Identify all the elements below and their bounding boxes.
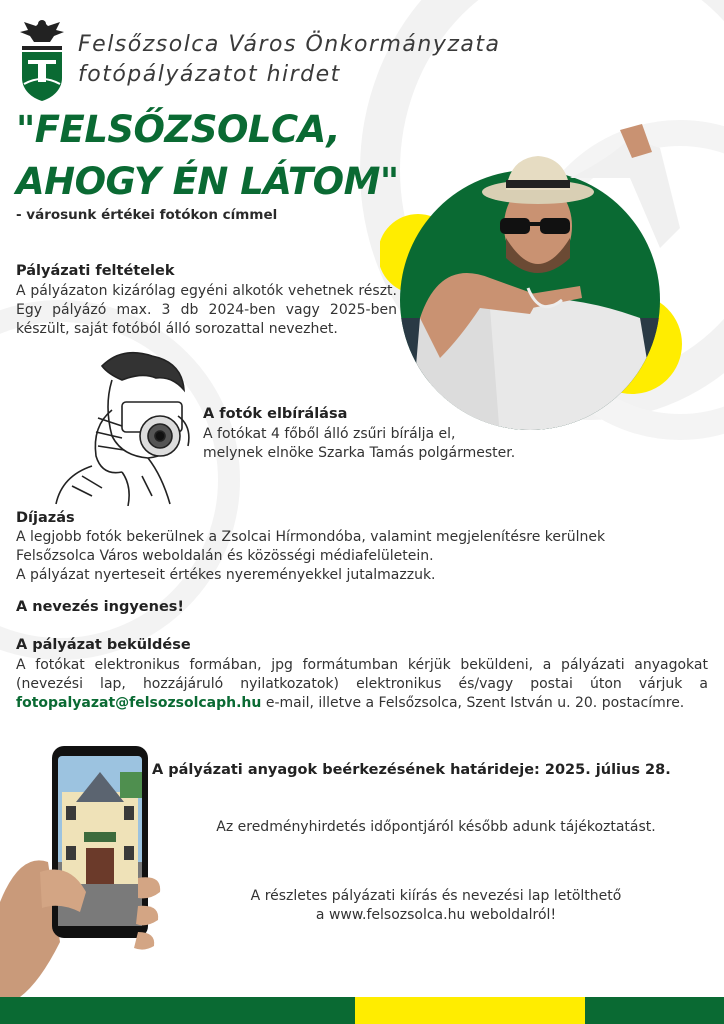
footer-bar-green-left [0, 997, 355, 1024]
judging-line-2: melynek elnöke Szarka Tamás polgármester. [203, 445, 516, 461]
deadline: A pályázati anyagok beérkezésének határideje: 2025. július 28. [152, 762, 671, 778]
submission-email-link[interactable]: fotopalyazat@felsozsolcaph.hu [16, 695, 262, 711]
prizes-line-1: A legjobb fotók bekerülnek a Zsolcai Hírmondóba, valamint megjelenítésre kerülnek [16, 529, 606, 545]
details-line-2: a www.felsozsolca.hu weboldalról! [315, 907, 557, 923]
subtitle: - városunk értékei fotókon címmel [16, 207, 278, 223]
prizes-line-2: Felsőzsolca Város weboldalán és közösségi médiafelületein. [16, 548, 434, 564]
prizes-heading: Díjazás [16, 510, 75, 526]
submission-text [16, 656, 708, 713]
results-note: Az eredményhirdetés időpontjáról később adunk tájékoztatást. [216, 819, 656, 835]
conditions-text: A pályázaton kizárólag egyéni alkotók vehetnek részt. Egy pályázó max. 3 db 2024-ben vagy 2025-ben készült, saját fotóból álló sorozattal nevezhet. [16, 283, 397, 337]
footer-bar-yellow [355, 997, 585, 1024]
photographer-sketch [52, 346, 192, 506]
submission-text-before: A fotókat elektronikus formában, jpg formátumban kérjük beküldeni, a pályázati anyagokat (nevezési lap, hozzájáruló nyilatkozatok) elektronikus és/vagy postai úton várjuk a [16, 657, 708, 692]
prizes-line-3: A pályázat nyerteseit értékes nyereményekkel jutalmazzuk. [16, 567, 436, 583]
conditions-heading: Pályázati feltételek [16, 263, 175, 279]
header-line-1: Felsőzsolca Város Önkormányzata [78, 32, 501, 57]
phone-photo [0, 742, 170, 997]
judging-heading: A fotók elbírálása [203, 406, 348, 422]
header-line-2: fotópályázatot hirdet [78, 62, 341, 87]
main-title-line-2: AHOGY ÉN LÁTOM" [16, 160, 399, 203]
coat-of-arms-logo [16, 16, 68, 102]
submission-heading: A pályázat beküldése [16, 637, 191, 653]
submission-text-after: e-mail, illetve a Felsőzsolca, Szent István u. 20. postacímre. [261, 695, 685, 711]
judging-line-1: A fotókat 4 főből álló zsűri bírálja el, [203, 426, 456, 442]
details-line-1: A részletes pályázati kiírás és nevezési lap letölthető [250, 888, 622, 904]
footer-bar-green-right [585, 997, 724, 1024]
hero-photo [380, 118, 724, 438]
main-title-line-1: "FELSŐZSOLCA, [16, 108, 341, 151]
free-entry-note: A nevezés ingyenes! [16, 599, 185, 615]
